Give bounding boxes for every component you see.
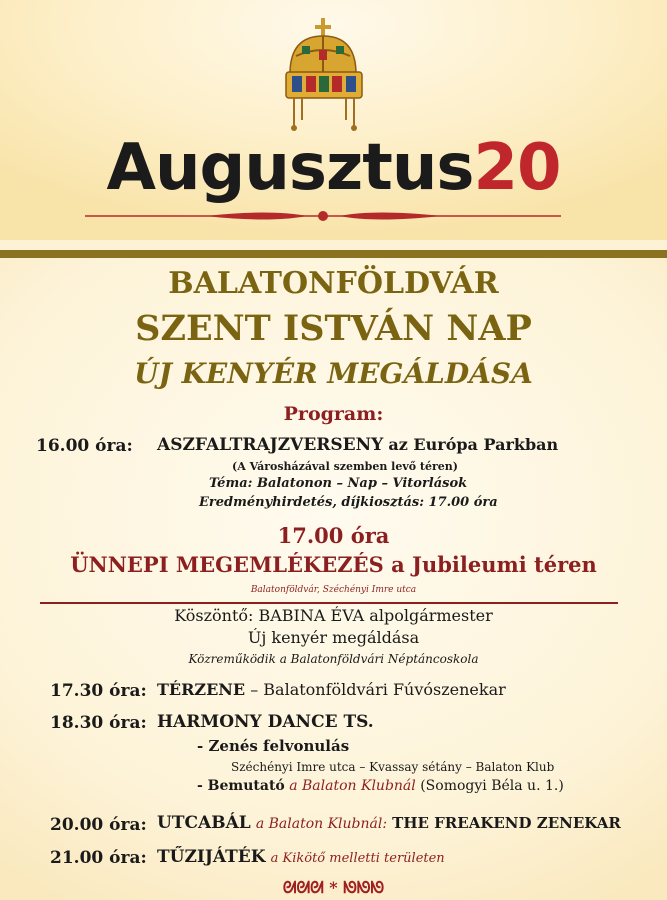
- event-title: SZENT ISTVÁN NAP: [135, 308, 532, 349]
- event-1830-sub1: - Zenés felvonulás: [197, 737, 350, 755]
- event-1600-results: Eredményhirdetés, díjkiosztás: 17.00 óra: [199, 495, 498, 510]
- event-2100-place: a Kikötő melletti területen: [270, 851, 445, 866]
- event-1730-detail: – Balatonföldvári Fúvószenekar: [250, 680, 506, 699]
- greeting-person: BABINA ÉVA alpolgármester: [258, 606, 493, 625]
- main-title: [0, 130, 667, 206]
- greeting-label: Köszöntő:: [174, 606, 254, 625]
- ceremony-bread: Új kenyér megáldása: [247, 628, 420, 647]
- holy-crown-icon: [282, 16, 366, 134]
- event-1600-title: ASZFALTRAJZVERSENY: [157, 435, 384, 455]
- ceremony-place: a Jubileumi téren: [391, 552, 597, 577]
- event-2000-title: UTCABÁL: [157, 813, 251, 833]
- divider-bar: [0, 250, 667, 258]
- title-word: Augusztus: [106, 131, 474, 205]
- event-1830-title: HARMONY DANCE TS.: [157, 712, 374, 732]
- event-2000: [157, 813, 621, 833]
- event-1830-route: Széchényi Imre utca – Kvassay sétány – Balaton Klub: [231, 760, 555, 774]
- title-number: 20: [473, 131, 561, 205]
- event-1600-theme: Téma: Balatonon – Nap – Vitorlások: [209, 476, 468, 491]
- title-underline-ornament: [85, 208, 561, 224]
- event-2000-band: THE FREAKEND ZENEKAR: [392, 814, 621, 832]
- ceremony-address: Balatonföldvár, Széchényi Imre utca: [250, 585, 417, 595]
- event-1730-title: TÉRZENE: [157, 680, 246, 699]
- ceremony-title: ÜNNEPI MEGEMLÉKEZÉS: [70, 552, 384, 577]
- ceremony-heading: [0, 552, 667, 577]
- event-2100: [157, 847, 445, 867]
- time-1730: 17.30 óra:: [50, 681, 147, 701]
- event-1830-sub2-line: [197, 778, 564, 794]
- time-1830: 18.30 óra:: [50, 713, 147, 733]
- subtitle: ÚJ KENYÉR MEGÁLDÁSA: [134, 357, 533, 390]
- ceremony-rule: [40, 602, 618, 604]
- location: BALATONFÖLDVÁR: [168, 266, 499, 301]
- event-1730: [157, 680, 506, 699]
- program-label: Program:: [283, 403, 384, 425]
- footer-ornament: ᘛᘛᘛ * ᘚᘚᘚ: [282, 878, 385, 897]
- event-2000-place: a Balaton Klubnál:: [255, 816, 388, 832]
- ceremony-greeting: [0, 606, 667, 625]
- time-2100: 21.00 óra:: [50, 848, 147, 868]
- event-1830-sub2-place: a Balaton Klubnál: [289, 778, 416, 794]
- event-1600-note: (A Városházával szemben levő téren): [232, 460, 458, 473]
- event-1830-sub2: - Bemutató: [197, 778, 285, 794]
- event-2100-title: TŰZIJÁTÉK: [157, 847, 266, 867]
- ceremony-contributor: Közreműködik a Balatonföldvári Néptáncoskola: [188, 652, 479, 666]
- time-1600: 16.00 óra:: [36, 436, 133, 456]
- event-1600: [157, 435, 558, 455]
- event-1830-sub2-address: (Somogyi Béla u. 1.): [420, 778, 564, 794]
- ceremony-time: 17.00 óra: [277, 523, 390, 548]
- time-2000: 20.00 óra:: [50, 815, 147, 835]
- event-1600-place: az Európa Parkban: [388, 435, 559, 454]
